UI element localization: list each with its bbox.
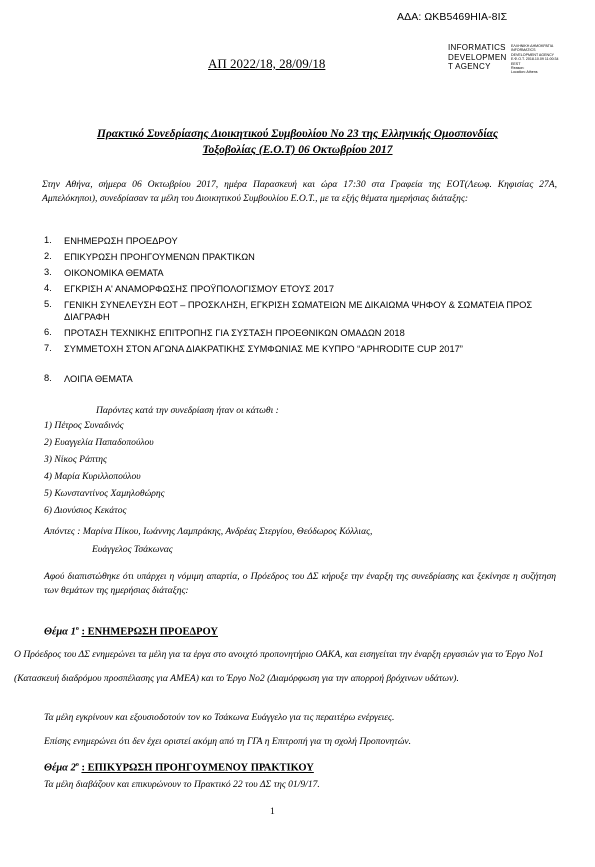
agenda-item-number: 6. <box>44 327 52 337</box>
logo-line: DEVELOPMEN <box>448 52 507 62</box>
section-1-heading <box>44 626 218 638</box>
logo-line: INFORMATICS <box>448 43 506 52</box>
stamp-line: EEST <box>511 61 521 66</box>
section-title: : ΕΝΗΜΕΡΩΣΗ ΠΡΟΕΔΡΟΥ <box>81 626 218 638</box>
stamp-line: Ε.Φ.Ο.Τ. 2018.10.09 11:00:34 <box>511 57 559 62</box>
agenda-item-text: ΛΟΙΠΑ ΘΕΜΑΤΑ <box>64 374 133 384</box>
agenda-item-number: 8. <box>44 373 52 383</box>
agenda-item-number: 3. <box>44 267 52 277</box>
agenda-item-text: ΣΥΜΜΕΤΟΧΗ ΣΤΟΝ ΑΓΩΝΑ ΔΙΑΚΡΑΤΙΚΗΣ ΣΥΜΦΩΝΙΑΣ ΜΕ ΚΥΠΡΟ “APHRODITE CUP 2017” <box>64 344 463 354</box>
section-ordinal: ο <box>75 762 79 768</box>
present-member: 2) Ευαγγελία Παπαδοπούλου <box>44 437 154 448</box>
intro-paragraph: Στην Αθήνα, σήμερα 06 Οκτωβρίου 2017, ημέρα Παρασκευή και ώρα 17:30 στα Γραφεία της ΕΟΤ(Λεωφ. Κηφισίας 27Α, Αμπελόκηποι), συνεδρίασαν τα μέλη του Διοικητικού Συμβουλίου Ε.Ο.Τ., με τα εξής θέματα ημερήσιας διάταξης: <box>42 179 557 205</box>
agenda-item-text: ΓΕΝΙΚΗ ΣΥΝΕΛΕΥΣΗ ΕΟΤ – ΠΡΟΣΚΛΗΣΗ, ΕΓΚΡΙΣΗ ΣΩΜΑΤΕΙΩΝ ΜΕ ΔΙΚΑΙΩΜΑ ΨΗΦΟΥ & ΣΩΜΑΤΕΙΑ ΠΡΟΣ ΔΙΑΓΡΑΦΗ <box>64 300 533 323</box>
logo-line: T AGENCY <box>448 62 491 71</box>
quorum-paragraph: Αφού διαπιστώθηκε ότι υπάρχει η νόμιμη απαρτία, ο Πρόεδρος του ΔΣ κήρυξε την έναρξη της συνεδρίασης και ξεκίνησε η συζήτηση των θεμάτων της ημερήσιας διάταξης: <box>44 571 556 597</box>
stamp-line: DEVELOPMENT AGENCY <box>511 52 555 57</box>
present-member: 1) Πέτρος Συναδινός <box>44 420 124 431</box>
agenda-item-number: 4. <box>44 283 52 293</box>
document-title-line-1: Πρακτικό Συνεδρίασης Διοικητικού Συμβουλίου Νο 23 της Ελληνικής Ομοσπονδίας <box>96 128 499 140</box>
agenda-item-number: 1. <box>44 235 52 245</box>
present-member: 6) Διονύσιος Κεκάτος <box>44 505 127 516</box>
absent-line: Ευάγγελος Τσάκωνας <box>92 543 173 555</box>
section-1-paragraph-3: Επίσης ενημερώνει ότι δεν έχει οριστεί ακόμη από τη ΓΓΑ η Επιτροπή για τη σχολή Προπονητών. <box>44 736 412 747</box>
agenda-item-text: ΟΙΚΟΝΟΜΙΚΑ ΘΕΜΑΤΑ <box>64 268 164 278</box>
section-2-paragraph-1: Τα μέλη διαβάζουν και επικυρώνουν το Πρακτικό 22 του ΔΣ της 01/9/17. <box>44 779 320 790</box>
absent-members <box>44 523 564 558</box>
section-label: Θέμα 1 <box>44 626 76 638</box>
agenda-item-text: ΕΠΙΚΥΡΩΣΗ ΠΡΟΗΓΟΥΜΕΝΩΝ ΠΡΑΚΤΙΚΩΝ <box>64 252 255 262</box>
present-heading: Παρόντες κατά την συνεδρίαση ήταν οι κάτωθι : <box>96 405 279 416</box>
agenda-item-text: ΠΡΟΤΑΣΗ ΤΕΧΝΙΚΗΣ ΕΠΙΤΡΟΠΗΣ ΓΙΑ ΣΥΣΤΑΣΗ ΠΡΟΕΘΝΙΚΩΝ ΟΜΑΔΩΝ 2018 <box>64 328 405 338</box>
section-2-heading <box>44 762 314 774</box>
present-member: 4) Μαρία Κυριλλοπούλου <box>44 471 141 482</box>
section-ordinal: ο <box>75 626 79 632</box>
stamp-line: ΕΛΛΗΝΙΚΗ ΔΗΜΟΚΡΑΤΙΑ <box>511 44 554 48</box>
agenda-item-number: 5. <box>44 299 52 309</box>
stamp-line: Reason: <box>511 66 525 71</box>
protocol-number: ΑΠ 2022/18, 28/09/18 <box>208 56 326 71</box>
document-title-line-2: Τοξοβολίας (Ε.Ο.Τ) 06 Οκτωβρίου 2017 <box>202 144 393 156</box>
present-member: 5) Κωνσταντίνος Χαμηλοθώρης <box>44 488 165 499</box>
agency-logo <box>448 43 508 72</box>
agenda-item-number: 2. <box>44 251 52 261</box>
absent-line: Απόντες : Μαρίνα Πίκου, Ιωάννης Λαμπράκης, Ανδρέας Στεργίου, Θεόδωρος Κόλλιας, <box>44 526 373 537</box>
stamp-line: INFORMATICS <box>511 48 536 53</box>
section-1-paragraph-1: Ο Πρόεδρος του ΔΣ ενημερώνει τα μέλη για τα έργα στο ανοιχτό προπονητήριο ΟΑΚΑ, και εισηγείται την έναρξη εργασιών για το Έργο Νο1 (Κατασκευή διαδρόμου προσπέλασης για ΑΜΕΑ) και το Έργο Νο2 (Διαμόρφωση για την απορροή βρόχινων υδάτων). <box>14 649 544 684</box>
agenda-item-text: ΕΝΗΜΕΡΩΣΗ ΠΡΟΕΔΡΟΥ <box>64 236 178 246</box>
page-number: 1 <box>270 806 275 817</box>
digital-signature-stamp <box>511 44 565 75</box>
section-1-paragraph-2: Τα μέλη εγκρίνουν και εξουσιοδοτούν τον κο Τσάκωνα Ευάγγελο για τις περαιτέρω ενέργειες. <box>44 712 395 723</box>
agenda-item-number: 7. <box>44 343 52 353</box>
section-label: Θέμα 2 <box>44 762 76 774</box>
agenda-item-text: ΕΓΚΡΙΣΗ Α' ΑΝΑΜΟΡΦΩΣΗΣ ΠΡΟΫΠΟΛΟΓΙΣΜΟΥ ΕΤΟΥΣ 2017 <box>64 284 335 294</box>
ada-code: ΑΔΑ: ΩΚΒ5469ΗΙΑ-8ΙΣ <box>397 11 508 23</box>
stamp-line: Location: Athens <box>511 70 538 75</box>
present-member: 3) Νίκος Ράπτης <box>44 454 107 465</box>
section-title: : ΕΠΙΚΥΡΩΣΗ ΠΡΟΗΓΟΥΜΕΝΟΥ ΠΡΑΚΤΙΚΟΥ <box>81 762 314 774</box>
